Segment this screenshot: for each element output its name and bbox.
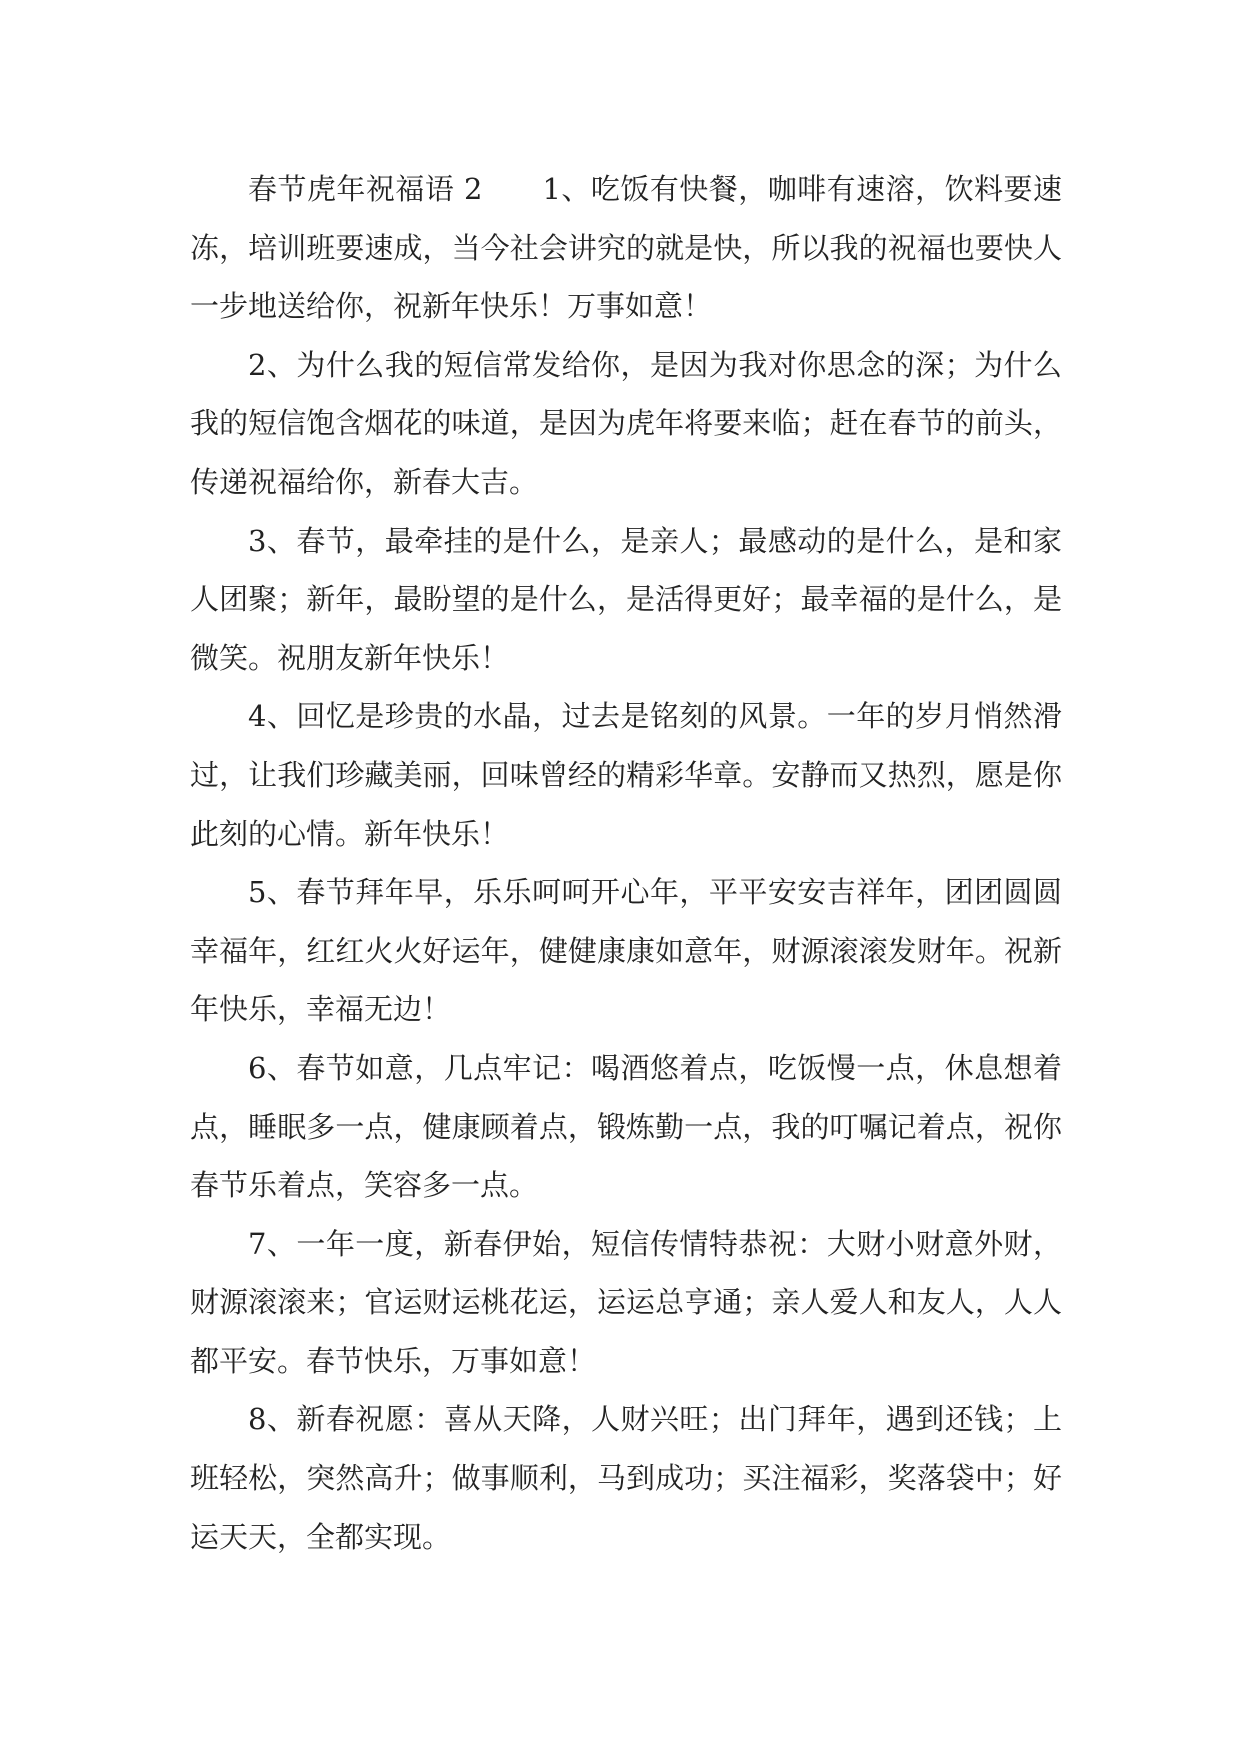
paragraph-text-1: 1、吃饭有快餐，咖啡有速溶，饮料要速冻，培训班要速成，当今社会讲究的就是快，所以我的祝福也要快人一步地送给你，祝新年快乐！万事如意！: [190, 172, 1063, 324]
paragraph-7: 7、一年一度，新春伊始，短信传情特恭祝：大财小财意外财，财源滚滚来；官运财运桃花运，运运总亨通；亲人爱人和友人，人人都平安。春节快乐，万事如意！: [190, 1226, 1062, 1378]
paragraph-3: 3、春节，最牵挂的是什么，是亲人；最感动的是什么，是和家人团聚；新年，最盼望的是什么，是活得更好；最幸福的是什么，是微笑。祝朋友新年快乐！: [190, 523, 1062, 675]
paragraph-6: 6、春节如意，几点牢记：喝酒悠着点，吃饭慢一点，休息想着点，睡眠多一点，健康顾着点，锻炼勤一点，我的叮嘱记着点，祝你春节乐着点，笑容多一点。: [190, 1050, 1062, 1203]
paragraph-1: [190, 160, 1062, 336]
document-body: [190, 160, 1062, 1566]
paragraph-5: 5、春节拜年早，乐乐呵呵开心年，平平安安吉祥年，团团圆圆幸福年，红红火火好运年，健健康康如意年，财源滚滚发财年。祝新年快乐，幸福无边！: [190, 875, 1062, 1027]
document-title: 春节虎年祝福语 2: [248, 172, 483, 206]
paragraph-4: 4、回忆是珍贵的水晶，过去是铭刻的风景。一年的岁月悄然滑过，让我们珍藏美丽，回味曾经的精彩华章。安静而又热烈，愿是你此刻的心情。新年快乐！: [190, 699, 1062, 851]
paragraph-2: 2、为什么我的短信常发给你，是因为我对你思念的深；为什么我的短信饱含烟花的味道，是因为虎年将要来临；赶在春节的前头，传递祝福给你，新春大吉。: [190, 347, 1062, 499]
paragraph-8: 8、新春祝愿：喜从天降，人财兴旺；出门拜年，遇到还钱；上班轻松，突然高升；做事顺利，马到成功；买注福彩，奖落袋中；好运天天，全都实现。: [190, 1402, 1062, 1554]
